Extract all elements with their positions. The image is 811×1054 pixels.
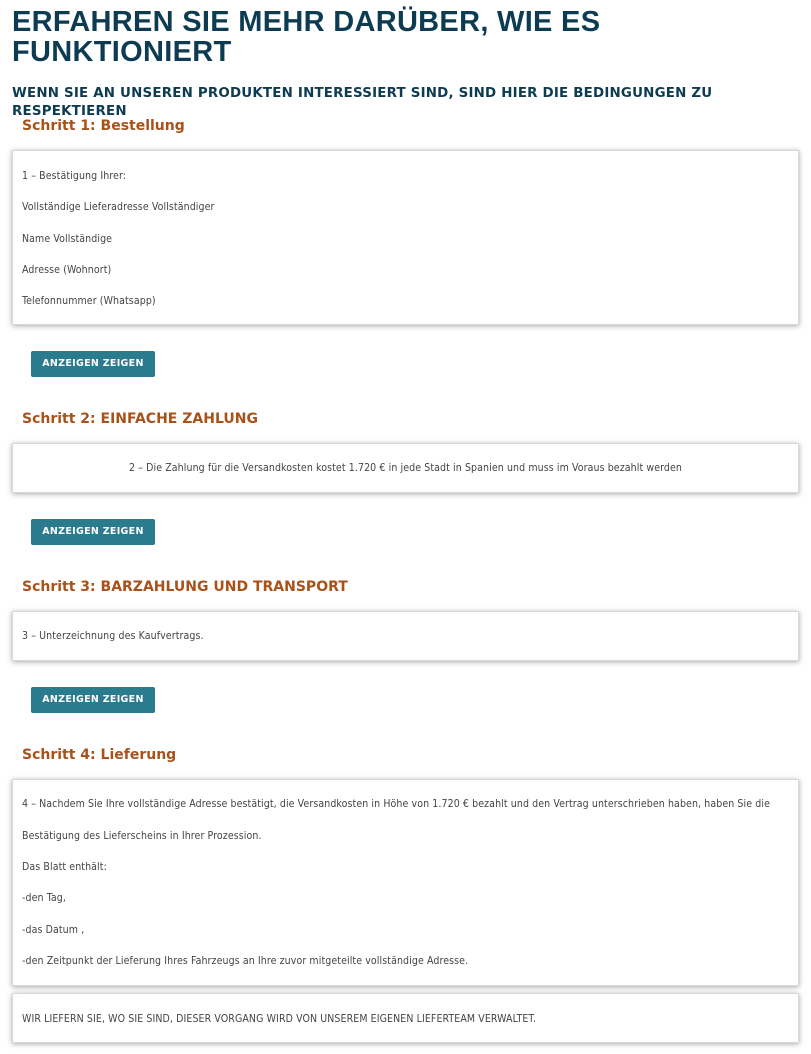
step-1-show-button[interactable]: ANZEIGEN ZEIGEN [31, 351, 155, 377]
step-1-heading: Schritt 1: Bestellung [22, 118, 185, 134]
step-3-show-button[interactable]: ANZEIGEN ZEIGEN [31, 687, 155, 713]
step-2-heading: Schritt 2: EINFACHE ZAHLUNG [22, 411, 258, 427]
page-subtitle: WENN SIE AN UNSEREN PRODUKTEN INTERESSIERT SIND, SIND HIER DIE BEDINGUNGEN ZU RESPEKTIEREN [12, 86, 713, 119]
step-4-line: -das Datum , [22, 924, 85, 936]
step-1-line: Name Vollständige [22, 233, 113, 245]
step-3-heading: Schritt 3: BARZAHLUNG UND TRANSPORT [22, 579, 348, 595]
step-1-line: Telefonnummer (Whatsapp) [22, 295, 156, 307]
delivery-note-text: WIR LIEFERN SIE, WO SIE SIND, DIESER VORGANG WIRD VON UNSEREM EIGENEN LIEFERTEAM VERWALTET. [22, 1013, 537, 1025]
step-4-heading: Schritt 4: Lieferung [22, 747, 177, 763]
step-2-line: 2 – Die Zahlung für die Versandkosten kostet 1.720 € in jede Stadt in Spanien und muss im Voraus bezahlt werden [128, 462, 683, 474]
step-4-line: Bestätigung des Lieferscheins in Ihrer Prozession. [22, 830, 262, 842]
delivery-note-card [12, 993, 799, 1043]
page-title-line-2: FUNKTIONIERT [12, 36, 232, 68]
step-2-show-button[interactable]: ANZEIGEN ZEIGEN [31, 519, 155, 545]
step-1-line: 1 – Bestätigung Ihrer: [22, 170, 127, 182]
step-2-card [12, 443, 799, 493]
step-3-card [12, 611, 799, 661]
step-4-line: Das Blatt enthält: [22, 861, 107, 873]
step-4-line: -den Tag, [22, 892, 66, 904]
step-4-line: 4 – Nachdem Sie Ihre vollständige Adresse bestätigt, die Versandkosten in Höhe von 1.720 € bezahlt und den Vertrag unterschrieben haben, haben Sie die [22, 798, 770, 810]
step-3-line: 3 – Unterzeichnung des Kaufvertrags. [22, 630, 204, 642]
step-1-line: Vollständige Lieferadresse Vollständiger [22, 201, 215, 213]
step-1-line: Adresse (Wohnort) [22, 264, 112, 276]
page-title-line-1: ERFAHREN SIE MEHR DARÜBER, WIE ES [12, 6, 601, 38]
step-4-card [12, 779, 799, 986]
step-4-line: -den Zeitpunkt der Lieferung Ihres Fahrzeugs an Ihre zuvor mitgeteilte vollständige Adresse. [22, 955, 469, 967]
page-title [12, 7, 802, 67]
step-1-card [12, 150, 799, 325]
